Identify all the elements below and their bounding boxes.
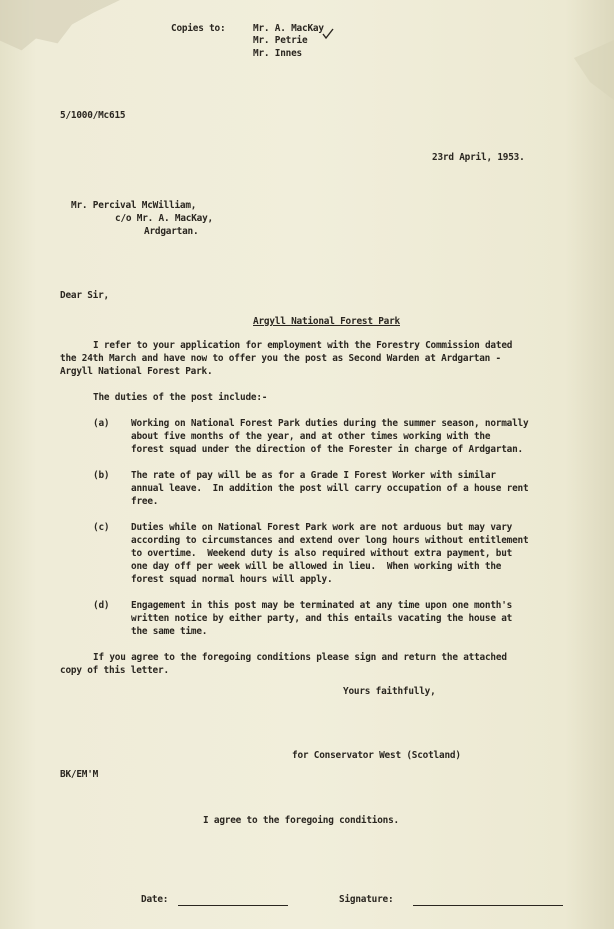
duty-marker: (b) bbox=[93, 470, 110, 481]
date-label: Date: bbox=[141, 894, 169, 905]
duty-line: about five months of the year, and at other times working with the bbox=[131, 431, 491, 442]
duty-line: written notice by either party, and this entails vacating the house at bbox=[131, 613, 513, 624]
duty-line: to overtime. Weekend duty is also required without extra payment, but bbox=[131, 548, 513, 559]
duty-line: Working on National Forest Park duties during the summer season, normally bbox=[131, 418, 529, 429]
duty-line: the same time. bbox=[131, 626, 208, 637]
duty-line: forest squad normal hours will apply. bbox=[131, 574, 333, 585]
reference-number: 5/1000/Mc615 bbox=[60, 110, 126, 121]
signature-label: Signature: bbox=[339, 894, 394, 905]
torn-edge bbox=[574, 40, 614, 100]
signoff: Yours faithfully, bbox=[343, 686, 436, 697]
closing-line: copy of this letter. bbox=[60, 665, 169, 676]
duty-line: free. bbox=[131, 496, 159, 507]
copy-recipient: Mr. Innes bbox=[253, 48, 302, 59]
letter-date: 23rd April, 1953. bbox=[432, 152, 525, 163]
intro-line: Argyll National Forest Park. bbox=[60, 366, 213, 377]
typist-initials: BK/EM'M bbox=[60, 769, 99, 780]
date-signature-line bbox=[178, 905, 288, 906]
copy-recipient: Mr. A. MacKay bbox=[253, 23, 324, 34]
copies-label: Copies to: bbox=[171, 23, 226, 34]
duty-marker: (d) bbox=[93, 600, 110, 611]
duty-marker: (c) bbox=[93, 522, 110, 533]
duty-line: forest squad under the direction of the Forester in charge of Ardgartan. bbox=[131, 444, 523, 455]
duty-line: annual leave. In addition the post will carry occupation of a house rent bbox=[131, 483, 529, 494]
checkmark-icon bbox=[322, 28, 334, 40]
duty-marker: (a) bbox=[93, 418, 110, 429]
subject-heading: Argyll National Forest Park bbox=[253, 316, 400, 327]
signatory: for Conservator West (Scotland) bbox=[292, 750, 461, 761]
address-line: c/o Mr. A. MacKay, bbox=[115, 213, 213, 224]
intro-line: the 24th March and have now to offer you the post as Second Warden at Ardgartan - bbox=[60, 353, 501, 364]
duty-line: according to circumstances and extend over long hours without entitlement bbox=[131, 535, 529, 546]
duty-line: Duties while on National Forest Park work are not arduous but may vary bbox=[131, 522, 513, 533]
duty-line: The rate of pay will be as for a Grade I Forest Worker with similar bbox=[131, 470, 496, 481]
salutation: Dear Sir, bbox=[60, 290, 109, 301]
agreement-statement: I agree to the foregoing conditions. bbox=[203, 815, 399, 826]
intro-line: I refer to your application for employment with the Forestry Commission dated bbox=[93, 340, 513, 351]
duty-line: one day off per week will be allowed in lieu. When working with the bbox=[131, 561, 502, 572]
address-line: Mr. Percival McWilliam, bbox=[71, 200, 197, 211]
address-line: Ardgartan. bbox=[144, 226, 199, 237]
duties-intro: The duties of the post include:- bbox=[93, 392, 268, 403]
torn-corner bbox=[0, 0, 120, 70]
closing-line: If you agree to the foregoing conditions please sign and return the attached bbox=[93, 652, 507, 663]
duty-line: Engagement in this post may be terminated at any time upon one month's bbox=[131, 600, 513, 611]
signature-line bbox=[413, 905, 563, 906]
copy-recipient: Mr. Petrie bbox=[253, 35, 308, 46]
